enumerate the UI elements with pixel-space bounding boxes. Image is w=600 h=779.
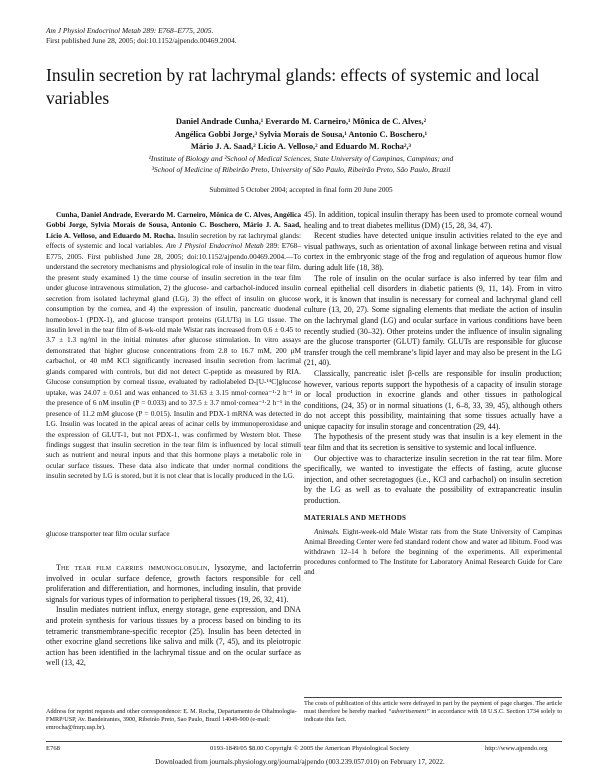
affiliations [46,153,556,175]
author-list [46,116,556,154]
author-line: Daniel Andrade Cunha,¹ Everardo M. Carneiro,¹ Mônica de C. Alves,² [175,117,427,126]
intro-p2: Insulin mediates nutrient influx, energy storage, gene expression, and DNA and protein synthesis for various tissues by a process based on binding to its tetrameric transmembrane-specific receptor (25). Insulin has been detected in other exocrine gland secretions like saliva and milk (7, 45), and its pleiotropic action has been identified in the lachrymal tissue and on the ocular surface as well (13, 42, [46,605,301,668]
paragraph: Classically, pancreatic islet β-cells are responsible for insulin production; however, various reports support the hypothesis of a capacity of insulin storage or local production in exocrine glands and other tissues in pathological conditions, (24, 35) or in normal situations (1, 6–8, 33, 39, 45), although others do not accept this possibility, maintaining that some tissues actually have a unique capacity for insulin storage and concentration (29, 44). [304,368,562,431]
paragraph: Recent studies have detected unique insulin activities related to the eye and visual pathways, such as orientation of axonal linkage between retina and visual cortex in the embryonic stage of the frog and regulation of aqueous humor flow during adult life (18, 38). [304,231,562,272]
abstract-journal: Am J Physiol Endocrinol Metab [166,241,264,251]
submission-dates: Submitted 5 October 2004; accepted in final form 20 June 2005 [209,186,393,194]
footnote-text: in accordance with 18 U.S.C. Section 1734 solely to indicate this fact. [304,708,563,724]
abstract-body: To understand the secretory mechanisms and physiological role of insulin in the tear film, the present study examined 1) the time course of insulin secretion in the tear film under glucose intravenous stimulation, 2) the glucose- and carbachol-induced insulin secretion from isolated lachrymal gland (LG), 3) the effect of insulin on glucose consumption by the cornea, and 4) the expression of insulin, pancreatic duodenal homeobox-1 (PDX-1), and glucose transport proteins (GLUTs) in LG tissue. The insulin level in the tear film of 8-wk-old male Wistar rats increased from 0.6 ± 0.45 to 3.7 ± 1.3 ng/ml in the initial minutes after glucose stimulation. In vitro assays demonstrated that higher glucose concentrations from 2.8 to 16.7 mM, 200 μM carbachol, or 40 mM KCl significantly increased insulin secretion from lacrimal glands compared with controls, but did not detect C-peptide as measured by RIA. Glucose consumption by corneal tissue, evaluated by radiolabeled D-[U-¹⁴C]glucose uptake, was 24.07 ± 0.61 and was enhanced to 31.63 ± 3.15 nmol·cornea⁻¹·2 h⁻¹ in the presence of 6 nM insulin (P = 0.033) and to 37.5 ± 3.7 nmol·cornea⁻¹·2 h⁻¹ in the presence of 11.2 mM glucose (P = 0.015). Insulin and PDX-1 mRNA was detected in LG. Insulin was located in the apical areas of acinar cells by immunoperoxidase and the expression of GLUT-1, but not PDX-1, was confirmed by Western blot. These findings suggest that insulin secretion in the tear film is influenced by local stimuli such as nutrient and neural inputs and that this hormone plays a metabolic role in ocular surface tissues. These data also indicate that under normal conditions the insulin secreted by LG is stored, but it is not clear that is locally produced in the LG. [46,251,301,481]
footnote-divider [304,697,562,698]
download-notice: Downloaded from journals.physiology.org/journal/ajpendo (003.239.057.010) on February 17, 2022. [155,758,445,766]
correspondence-footnote: Address for reprint requests and other correspondence: E. M. Rocha, Departamento de Oftalmologia-FMRP/USP, Av. Bandeirantes, 3900, Ribeirão Preto, Sao Paulo, Brazil 14049-900 (e-mail: emrocha@fmrp.usp.br). [46,708,297,732]
section-heading: MATERIALS AND METHODS [304,513,407,522]
affiliation-line: ¹Institute of Biology and ²School of Medical Sciences, State University of Campinas, Campinas; and [148,154,454,163]
abstract-authors: Cunha, Daniel Andrade, Everardo M. Carneiro, Mônica de C. Alves, Angélica Gobbi Jorge, Sylvia Morais de Sousa, Antonio C. Boschero, Mário J. A. Saad, Lício A. Velloso, and Eduardo M. Rocha. [46,210,301,240]
intro-p1: lysozyme, and lactoferrin involved in ocular surface defence, growth factors responsible for cell proliferation and differentiation, and hormones, including insulin, that provide signals for various types of information to peripheral tissues (19, 26, 32, 41). [46,563,301,604]
abstract-title: Insulin secretion by rat lachrymal glands: effects of systemic and local variables. [46,230,301,251]
animals-text: Eight-week-old Male Wistar rats from the State University of Campinas Animal Breeding Center were fed standard rodent chow and water ad libitum. Food was withdrawn 12–14 h before the beginning of the experiments. All experimental procedures conformed to The Institute for Laboratory Animal Research Guide for Care and [304,527,562,577]
journal-header [46,26,237,45]
abstract [46,210,301,482]
paragraph: 45). In addition, topical insulin therapy has been used to promote corneal wound healing and to treat diabetes mellitus (DM) (15, 28, 34, 47). [304,210,562,230]
copyright: 0193-1849/05 $8.00 Copyright © 2005 the American Physiological Society [210,745,410,752]
page-charge-footnote [304,700,562,725]
affiliation-line: ³School of Medicine of Ribeirão Preto, University of São Paulo, Ribeirão Preto, São Paulo, Brazil [151,165,451,174]
author-line: Mário J. A. Saad,² Lício A. Velloso,² and Eduardo M. Rocha²,³ [190,142,412,151]
footer-divider [46,741,562,742]
article-title: Insulin secretion by rat lachrymal glands: effects of systemic and local variables [46,65,540,108]
right-column [304,210,562,577]
paragraph: Our objective was to characterize insulin secretion in the rat tear film. More specifically, we wanted to investigate the effects of fasting, acute glucose injection, and other secretagogues (i.e., KCl and carbachol) on insulin secretion by the LG as well as to evaluate the possibility of extrapancreatic insulin production. [304,453,562,506]
subsection-label: Animals. [314,527,340,537]
journal-url[interactable]: http://www.ajpendo.org [485,745,548,752]
keywords: glucose transporter tear film ocular surface [46,530,170,538]
paragraph: The role of insulin on the ocular surface is also inferred by tear film and corneal epithelial cell disorders in diabetic patients (9, 11, 14). From in vitro work, it is known that insulin is necessary for corneal and lachrymal gland cell culture (13, 20, 27). Some signaling elements that mediate the action of insulin on the lachrymal gland (LG) and ocular surface in various conditions have been recently studied (30–32). Other proteins under the influence of insulin signaling are the glucose transporter (GLUT) family. GLUTs are responsible for glucose transfer trough the cell membrane’s lipid layer and may also be present in the LG (21, 40). [304,273,562,368]
intro-smallcaps: The tear film carries immunoglobulin, [56,563,210,572]
page-number: E768 [46,745,60,752]
abstract-ref: 289: E768–E775, 2005. First published June 28, 2005; doi:10.1152/ajpendo.00469.2004.— [46,241,301,261]
footnote-text: The costs of publication of this article were defrayed in part by the payment of page charges. The article must therefore be hereby marked [304,700,562,716]
journal-citation: Am J Physiol Endocrinol Metab 289: E768–E775, 2005. [46,26,214,35]
paragraph: The hypothesis of the present study was that insulin is a key element in the tear film and that its secretion is sensitive to systemic and local influence. [304,432,562,453]
first-published: First published June 28, 2005; doi:10.1152/ajpendo.00469.2004. [46,35,237,45]
author-line: Angélica Gobbi Jorge,³ Sylvia Morais de Sousa,¹ Antonio C. Boschero,¹ [174,129,428,139]
introduction [46,563,301,669]
footnote-italic: “advertisement” [388,708,430,716]
